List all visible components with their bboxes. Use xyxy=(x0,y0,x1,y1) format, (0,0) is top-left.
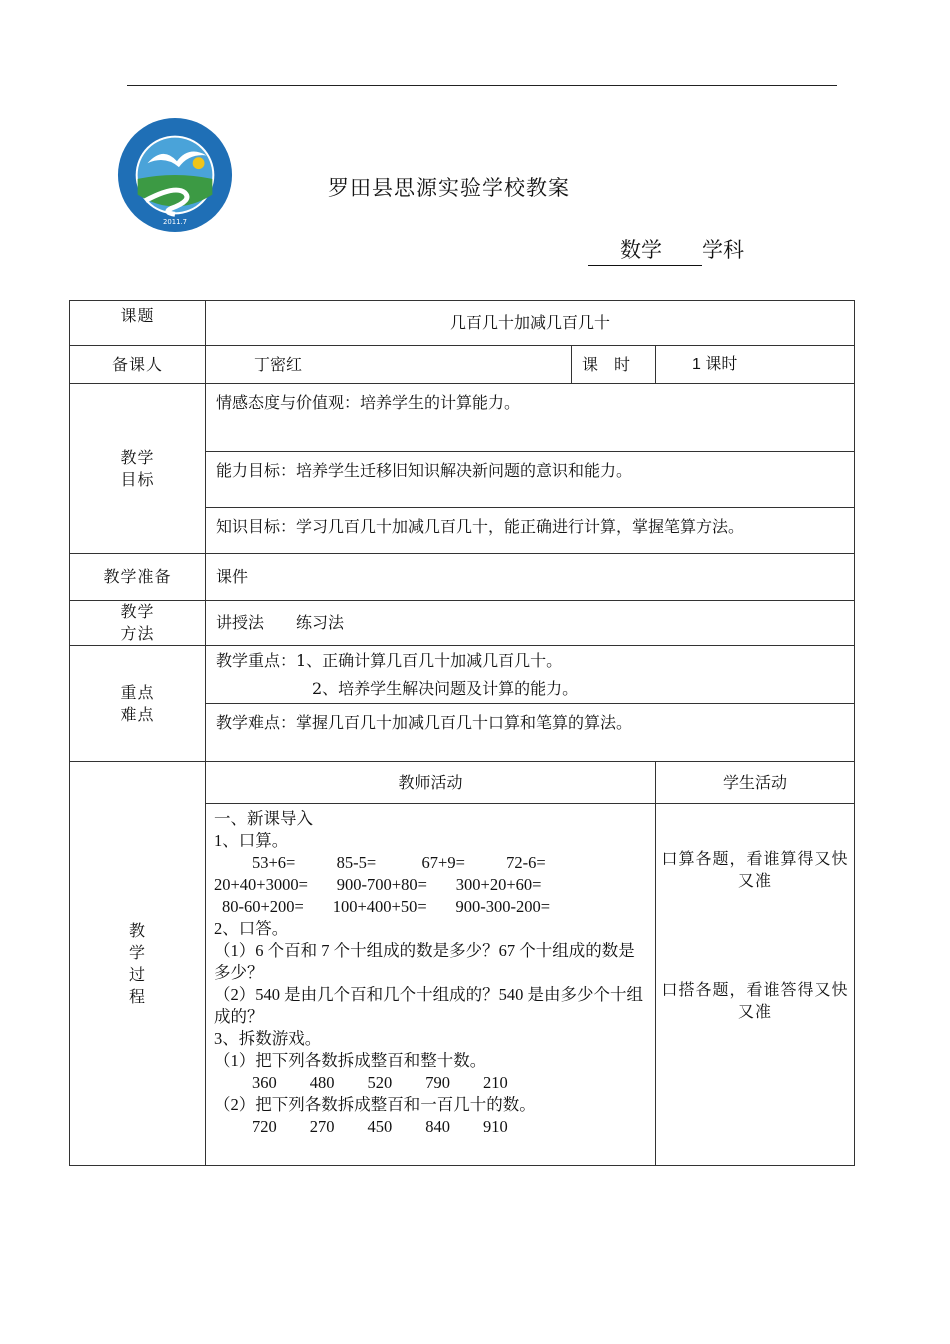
lesson-plan-table xyxy=(69,300,855,1166)
prep-value: 课件 xyxy=(206,554,855,601)
subject-suffix: 学科 xyxy=(702,238,744,262)
difficulty-value: 教学难点：掌握几百几十加减几百几十口算和笔算的算法。 xyxy=(206,704,855,762)
process-line: 1、口算。 xyxy=(214,831,289,850)
school-logo xyxy=(116,116,234,234)
process-label: 教 学 过 程 xyxy=(70,762,206,1166)
process-line: （2）540 是由几个百和几个十组成的？540 是由多少个十组成的？ xyxy=(214,985,643,1026)
student-activity-header: 学生活动 xyxy=(656,762,855,804)
student-activity-1: 口算各题，看谁算得又快又准 xyxy=(661,849,849,890)
process-line: （2）把下列各数拆成整百和一百几十的数。 xyxy=(214,1095,536,1114)
period-value: 1 课时 xyxy=(656,346,855,384)
key-point-1: 教学重点：1、正确计算几百几十加减几百几十。 xyxy=(216,651,563,670)
preparer-value: 丁密红 xyxy=(206,346,572,384)
subject-value: 数学 xyxy=(588,234,702,266)
objectives-label: 教学 目标 xyxy=(70,384,206,554)
subject-line xyxy=(588,234,744,266)
process-line: 一、新课导入 xyxy=(214,809,313,828)
student-activity-2: 口搭各题，看谁答得又快又准 xyxy=(661,980,849,1021)
student-activity-content xyxy=(656,804,855,1166)
key-points-cell xyxy=(206,646,855,704)
prep-label: 教学准备 xyxy=(70,554,206,601)
process-line: 720 270 450 840 910 xyxy=(252,1117,508,1136)
method-value: 讲授法 练习法 xyxy=(206,601,855,646)
topic-label: 课题 xyxy=(70,301,206,346)
objective-ability: 能力目标：培养学生迁移旧知识解决新问题的意识和能力。 xyxy=(206,452,855,508)
process-line: 80-60+200= 100+400+50= 900-300-200= xyxy=(222,897,551,916)
key-point-2: 2、培养学生解决问题及计算的能力。 xyxy=(312,679,579,698)
process-line: （1）把下列各数拆成整百和整十数。 xyxy=(214,1051,487,1070)
topic-value: 几百几十加减几百几十 xyxy=(206,301,855,346)
school-title: 罗田县思源实验学校教案 xyxy=(328,176,570,200)
process-line: 2、口答。 xyxy=(214,919,289,938)
method-label: 教学 方法 xyxy=(70,601,206,646)
period-label: 课 时 xyxy=(572,346,656,384)
process-line: （1）6 个百和 7 个十组成的数是多少？67 个十组成的数是多少？ xyxy=(214,941,635,982)
teacher-activity-content xyxy=(206,804,656,1166)
process-line: 20+40+3000= 900-700+80= 300+20+60= xyxy=(214,875,542,894)
process-line: 360 480 520 790 210 xyxy=(252,1073,508,1092)
teacher-activity-header: 教师活动 xyxy=(206,762,656,804)
preparer-label: 备课人 xyxy=(70,346,206,384)
objective-knowledge: 知识目标：学习几百几十加减几百几十，能正确进行计算，掌握笔算方法。 xyxy=(206,508,855,554)
process-line: 3、拆数游戏。 xyxy=(214,1029,322,1048)
header-rule xyxy=(127,85,837,86)
key-label: 重点 难点 xyxy=(70,646,206,762)
process-line: 53+6= 85-5= 67+9= 72-6= xyxy=(252,853,546,872)
logo-year: 2011.7 xyxy=(162,218,188,227)
objective-emotion: 情感态度与价值观：培养学生的计算能力。 xyxy=(206,384,855,452)
